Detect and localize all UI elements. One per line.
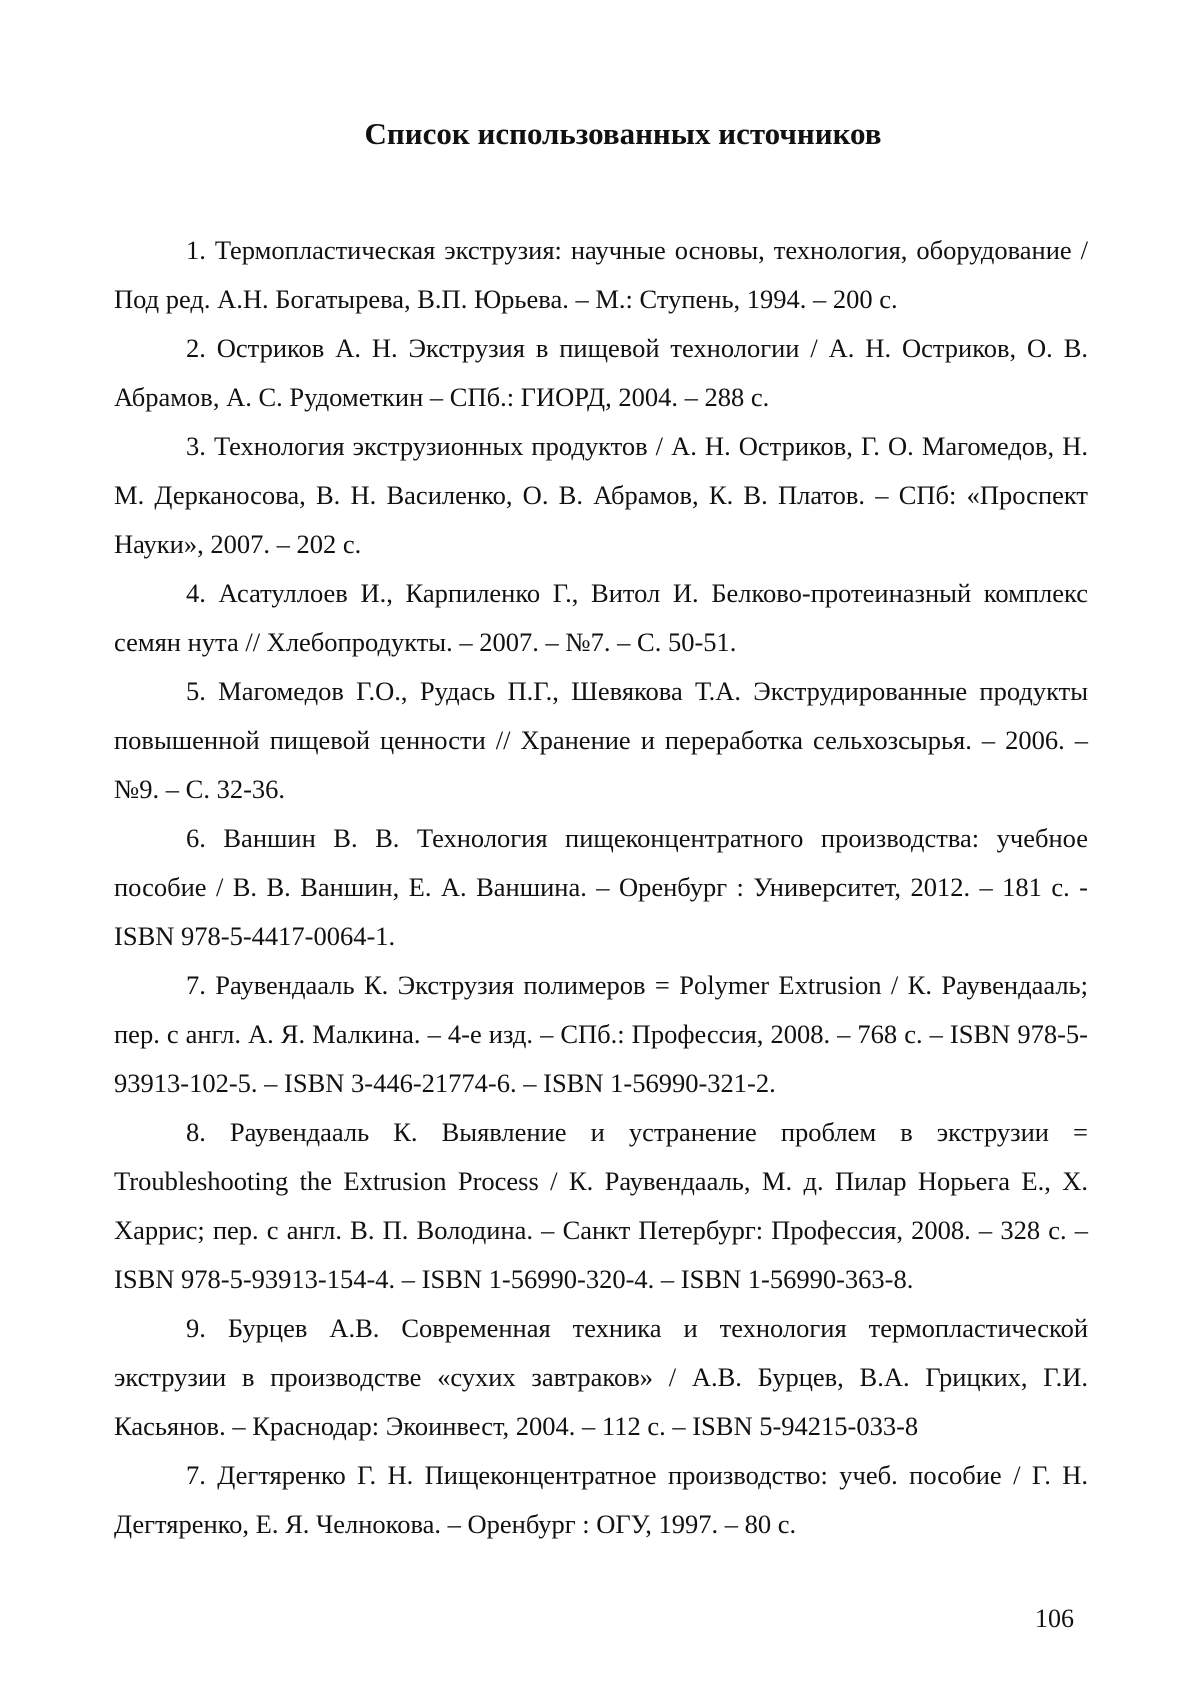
reference-list [114,226,1088,1549]
reference-item: 6. Ваншин В. В. Технология пищеконцентратного производства: учебное пособие / В. В. Ваншин, Е. А. Ваншина. – Оренбург : Университет, 2012. – 181 с. - ISBN 978-5-4417-0064-1. [114,823,1088,951]
reference-item: 3. Технология экструзионных продуктов / А. Н. Остриков, Г. О. Магомедов, Н. М. Дерканосова, В. Н. Василенко, О. В. Абрамов, К. В. Платов. – СПб: «Проспект Науки», 2007. – 202 с. [114,431,1088,559]
reference-item: 7. Раувендааль К. Экструзия полимеров = Polymer Extrusion / К. Раувендааль; пер. с англ. А. Я. Малкина. – 4-е изд. – СПб.: Профессия, 2008. – 768 с. – ISBN 978-5-93913-102-5. – ISBN 3-446-21774-6. – ISBN 1-56990-321-2. [114,970,1088,1098]
reference-item: 4. Асатуллоев И., Карпиленко Г., Витол И. Белково-протеиназный комплекс семян нута // Хлебопродукты. – 2007. – №7. – С. 50-51. [114,578,1088,657]
reference-item: 8. Раувендааль К. Выявление и устранение проблем в экструзии = Troubleshooting the Extrusion Process / К. Раувендааль, М. д. Пилар Норьега Е., Х. Харрис; пер. с англ. В. П. Володина. – Санкт Петербург: Профессия, 2008. – 328 с. – ISBN 978-5-93913-154-4. – ISBN 1-56990-320-4. – ISBN 1-56990-363-8. [114,1117,1088,1294]
reference-item: 7. Дегтяренко Г. Н. Пищеконцентратное производство: учеб. пособие / Г. Н. Дегтяренко, Е. Я. Челнокова. – Оренбург : ОГУ, 1997. – 80 с. [114,1460,1088,1539]
reference-item: 1. Термопластическая экструзия: научные основы, технология, оборудование / Под ред. А.Н. Богатырева, В.П. Юрьева. – М.: Ступень, 1994. – 200 с. [114,235,1088,314]
reference-item: 9. Бурцев А.В. Современная техника и технология термопластической экструзии в производстве «сухих завтраков» / А.В. Бурцев, В.А. Грицких, Г.И. Касьянов. – Краснодар: Экоинвест, 2004. – 112 с. – ISBN 5-94215-033-8 [114,1313,1088,1441]
page-title: Список использованных источников [364,116,882,151]
reference-item: 5. Магомедов Г.О., Рудась П.Г., Шевякова Т.А. Экструдированные продукты повышенной пищевой ценности // Хранение и переработка сельхозсырья. – 2006. – №9. – С. 32-36. [114,676,1088,804]
reference-item: 2. Остриков А. Н. Экструзия в пищевой технологии / А. Н. Остриков, О. В. Абрамов, А. С. Рудометкин – СПб.: ГИОРД, 2004. – 288 с. [114,333,1088,412]
page-number: 106 [1035,1604,1074,1633]
